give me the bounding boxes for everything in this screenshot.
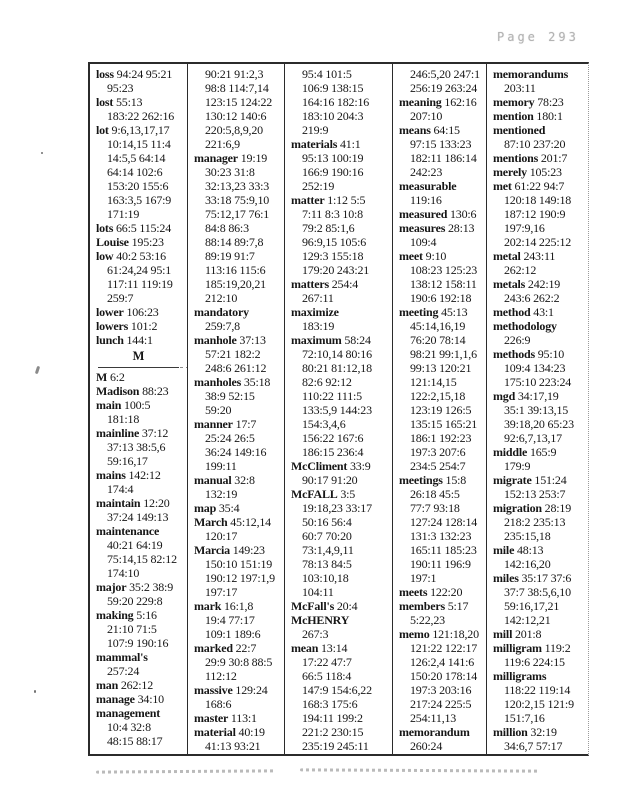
index-entry-continuation: 78:13 84:5 [302,557,352,571]
index-entry-continuation: 252:19 [302,179,335,193]
index-entry-continuation: 88:14 89:7,8 [205,235,264,249]
index-entry: measured 130:6 [399,207,477,221]
index-entry: Marcia 149:23 [194,543,265,557]
index-entry: migration 28:19 [493,501,572,515]
index-entry-continuation: 197:3 207:6 [410,445,466,459]
index-entry-continuation: 32:13,23 33:3 [205,179,270,193]
index-entry-continuation: 48:15 88:17 [107,734,163,748]
index-entry-continuation: 64:14 102:6 [107,165,163,179]
index-entry-continuation: 130:12 140:6 [205,109,267,123]
index-entry: method 43:1 [493,305,554,319]
index-entry: million 32:19 [493,725,557,739]
index-entry-continuation: 36:24 149:16 [205,445,267,459]
index-entry-continuation: 212:10 [205,291,238,305]
index-entry-continuation: 142:16,20 [504,557,551,571]
index-entry: mark 16:1,8 [194,599,254,613]
index-entry-continuation: 219:9 [302,123,329,137]
index-entry-continuation: 59:20 [205,403,232,417]
index-entry-continuation: 95:4 101:5 [302,67,352,81]
index-entry-continuation: 45:14,16,19 [410,319,466,333]
index-entry-continuation: 221:6,9 [205,137,240,151]
index-entry-continuation: 109:1 189:6 [205,627,261,641]
index-entry: material 40:19 [194,725,265,739]
index-entry-continuation: 103:10,18 [302,571,349,585]
index-entry-continuation: 14:5,5 64:14 [107,151,166,165]
index-entry: mammal's [96,650,148,664]
index-entry-continuation: 217:24 225:5 [410,697,472,711]
index-entry-continuation: 179:20 243:21 [302,263,370,277]
index-entry-continuation: 39:18,20 65:23 [504,417,574,431]
index-entry: merely 105:23 [493,165,562,179]
index-entry-continuation: 59:16,17,21 [504,599,560,613]
index-entry: meaning 162:16 [399,95,477,109]
index-entry-continuation: 19:18,23 33:17 [302,501,372,515]
index-entry: maximum 58:24 [291,333,371,347]
index-entry-continuation: 168:3 175:6 [302,697,358,711]
index-entry-continuation: 120:17 [205,529,238,543]
index-entry-continuation: 30:23 31:8 [205,165,255,179]
index-entry: maintenance [96,524,160,538]
index-entry-continuation: 61:24,24 95:1 [107,263,172,277]
index-entry-continuation: 182:11 186:14 [410,151,477,165]
index-entry-continuation: 246:5,20 247:1 [410,67,480,81]
index-entry-continuation: 127:24 128:14 [410,515,478,529]
index-entry-continuation: 254:11,13 [410,711,457,725]
index-entry: manhole 37:13 [194,333,266,347]
index-entry: mentions 201:7 [493,151,568,165]
index-entry-continuation: 121:22 122:17 [410,641,478,655]
index-entry: miles 35:17 37:6 [493,571,572,585]
index-column-5 [487,64,588,754]
index-entry-continuation: 113:16 115:6 [205,263,266,277]
index-entry: meet 9:10 [399,249,447,263]
index-entry-continuation: 197:3 203:16 [410,683,472,697]
index-entry-continuation: 163:3,5 167:9 [107,193,172,207]
index-entry-continuation: 95:13 100:19 [302,151,364,165]
index-column-3 [285,64,393,754]
index-entry-continuation: 89:19 91:7 [205,249,255,263]
index-entry: Louise 195:23 [96,235,164,249]
index-entry-continuation: 199:11 [205,459,237,473]
index-entry-continuation: 138:12 158:11 [410,277,477,291]
index-entry-continuation: 186:1 192:23 [410,431,472,445]
index-entry-continuation: 202:14 225:12 [504,235,572,249]
index-entry: master 113:1 [194,711,257,725]
index-entry: mainline 37:12 [96,426,169,440]
index-entry-continuation: 235:19 245:11 [302,739,369,753]
index-entry-continuation: 72:10,14 80:16 [302,347,372,361]
index-entry-continuation: 126:2,4 141:6 [410,655,475,669]
index-entry: manner 17:7 [194,417,257,431]
index-entry: man 262:12 [96,678,154,692]
index-entry-continuation: 183:22 262:16 [107,109,175,123]
index-entry-continuation: 19:4 77:17 [205,613,255,627]
index-entry-continuation: 218:2 235:13 [504,515,566,529]
index-entry-continuation: 35:1 39:13,15 [504,403,569,417]
index-entry: milligram 119:2 [493,641,571,655]
index-entry-continuation: 171:19 [107,207,140,221]
scan-speck [34,690,36,693]
index-entry-continuation: 29:9 30:8 88:5 [205,655,273,669]
index-entry-continuation: 165:11 185:23 [410,543,477,557]
index-entry: McCliment 33:9 [291,459,371,473]
index-entry-continuation: 267:3 [302,627,329,641]
letter-divider: M [98,347,179,368]
index-entry-continuation: 40:21 64:19 [107,538,163,552]
index-entry-continuation: 98:8 114:7,14 [205,81,269,95]
index-column-2 [188,64,285,754]
index-entry-continuation: 135:15 165:21 [410,417,478,431]
index-entry-continuation: 174:10 [107,566,140,580]
index-entry-continuation: 234:5 254:7 [410,459,466,473]
index-entry: middle 165:9 [493,445,557,459]
index-entry-continuation: 123:15 124:22 [205,95,273,109]
index-entry: massive 129:24 [194,683,268,697]
index-entry-continuation: 260:24 [410,739,443,753]
index-entry-continuation: 174:4 [107,482,134,496]
index-entry-continuation: 96:9,15 105:6 [302,235,367,249]
index-entry-continuation: 25:24 26:5 [205,431,255,445]
index-entry: methods 95:10 [493,347,565,361]
index-entry-continuation: 75:14,15 82:12 [107,552,177,566]
index-entry: mean 13:14 [291,641,348,655]
index-entry: making 5:16 [96,608,157,622]
scan-smudge [300,768,540,772]
index-entry-continuation: 197:9,16 [504,221,545,235]
index-entry: map 35:4 [194,501,240,515]
index-entry-continuation: 129:3 155:18 [302,249,364,263]
index-entry: lot 9:6,13,17,17 [96,123,170,137]
index-entry-continuation: 90:17 91:20 [302,473,358,487]
index-entry: memorandum [399,725,470,739]
index-entry-continuation: 119:6 224:15 [504,655,565,669]
index-entry: maintain 12:20 [96,496,170,510]
index-entry: mentioned [493,123,546,137]
index-entry-continuation: 118:22 119:14 [504,683,571,697]
index-entry-continuation: 194:11 199:2 [302,711,363,725]
index-entry: McHENRY [291,613,350,627]
index-entry: mile 48:13 [493,543,544,557]
index-entry-continuation: 59:16,17 [107,454,148,468]
index-entry-continuation: 226:9 [504,333,531,347]
index-entry-continuation: 106:9 138:15 [302,81,364,95]
index-entry-continuation: 164:16 182:16 [302,95,370,109]
index-entry-continuation: 7:11 8:3 10:8 [302,207,363,221]
index-entry: measures 28:13 [399,221,475,235]
index-entry: manual 32:8 [194,473,255,487]
index-entry: mandatory [194,305,249,319]
index-entry: McFall's 20:4 [291,599,358,613]
index-entry-continuation: 75:12,17 76:1 [205,207,270,221]
index-entry: means 64:15 [399,123,460,137]
index-entry-continuation: 82:6 92:12 [302,375,352,389]
page-number-header: Page 293 [497,30,579,44]
index-entry: measurable [399,179,457,193]
index-entry: met 61:22 94:7 [493,179,565,193]
index-entry-continuation: 150:20 178:14 [410,669,478,683]
index-entry-continuation: 21:10 71:5 [107,622,157,636]
index-entry-continuation: 121:14,15 [410,375,457,389]
index-entry-continuation: 33:18 75:9,10 [205,193,270,207]
index-entry: mains 142:12 [96,468,161,482]
index-entry: mill 201:8 [493,627,542,641]
index-entry-continuation: 5:22,23 [410,613,445,627]
index-entry-continuation: 80:21 81:12,18 [302,361,372,375]
index-entry-continuation: 122:2,15,18 [410,389,466,403]
index-entry: low 40:2 53:16 [96,249,166,263]
index-entry-continuation: 168:6 [205,697,232,711]
index-entry: members 5:17 [399,599,469,613]
index-entry: lost 55:13 [96,95,143,109]
index-entry: memorandums [493,67,569,81]
index-entry-continuation: 175:10 223:24 [504,375,572,389]
index-entry: metals 242:19 [493,277,561,291]
index-entry-continuation: 142:12,21 [504,613,551,627]
index-entry-continuation: 10:4 32:8 [107,720,151,734]
index-entry-continuation: 185:19,20,21 [205,277,266,291]
index-entry-continuation: 267:11 [302,291,334,305]
index-entry-continuation: 98:21 99:1,1,6 [410,347,477,361]
index-entry-continuation: 221:2 230:15 [302,725,364,739]
index-entry-continuation: 259:7,8 [205,319,240,333]
index-entry-continuation: 190:11 196:9 [410,557,471,571]
index-entry: lots 66:5 115:24 [96,221,172,235]
index-entry-continuation: 248:6 261:12 [205,361,267,375]
index-entry-continuation: 119:16 [410,193,442,207]
index-entry: manage 34:10 [96,692,164,706]
index-entry: management [96,706,160,720]
index-entry-continuation: 190:12 197:1,9 [205,571,275,585]
index-entry-continuation: 147:9 154:6,22 [302,683,372,697]
index-entry-continuation: 154:3,4,6 [302,417,346,431]
index-entry: M 6:2 [96,370,125,384]
index-entry-continuation: 197:1 [410,571,437,585]
index-entry: main 100:5 [96,398,151,412]
index-entry-continuation: 166:9 190:16 [302,165,364,179]
index-entry: maximize [291,305,339,319]
index-entry-continuation: 207:10 [410,109,443,123]
index-entry: memory 78:23 [493,95,564,109]
index-entry: lunch 144:1 [96,333,153,347]
index-entry-continuation: 109:4 [410,235,437,249]
index-entry-continuation: 34:6,7 57:17 [504,739,563,753]
index-entry-continuation: 190:6 192:18 [410,291,472,305]
index-entry-continuation: 183:10 204:3 [302,109,364,123]
index-entry-continuation: 220:5,8,9,20 [205,123,263,137]
index-entry: methodology [493,319,557,333]
index-entry-continuation: 152:13 253:7 [504,487,566,501]
index-entry-continuation: 17:22 47:7 [302,655,352,669]
index-entry: manager 19:19 [194,151,268,165]
index-entry-continuation: 179:9 [504,459,531,473]
index-entry: migrate 151:24 [493,473,567,487]
index-entry-continuation: 84:8 86:3 [205,221,249,235]
index-entry-continuation: 156:22 167:6 [302,431,364,445]
index-entry-continuation: 97:15 133:23 [410,137,472,151]
index-entry-continuation: 79:2 85:1,6 [302,221,355,235]
index-entry: loss 94:24 95:21 [96,67,173,81]
index-entry-continuation: 203:11 [504,81,536,95]
index-entry-continuation: 183:19 [302,319,335,333]
index-entry: lowers 101:2 [96,319,158,333]
index-entry-continuation: 123:19 126:5 [410,403,472,417]
index-entry-continuation: 107:9 190:16 [107,636,169,650]
index-entry: marked 22:7 [194,641,257,655]
index-entry: matter 1:12 5:5 [291,193,366,207]
index-entry-continuation: 181:18 [107,412,140,426]
index-entry-continuation: 90:21 91:2,3 [205,67,264,81]
index-entry-continuation: 197:17 [205,585,238,599]
index-entry-continuation: 109:4 134:23 [504,361,566,375]
index-entry-continuation: 108:23 125:23 [410,263,478,277]
index-entry-continuation: 60:7 70:20 [302,529,352,543]
index-entry-continuation: 257:24 [107,664,140,678]
index-entry-continuation: 131:3 132:23 [410,529,472,543]
index-entry-continuation: 10:14,15 11:4 [107,137,171,151]
index-entry-continuation: 50:16 56:4 [302,515,352,529]
index-entry-continuation: 153:20 155:6 [107,179,169,193]
index-entry: Madison 88:23 [96,384,169,398]
index-entry: manholes 35:18 [194,375,271,389]
index-entry: major 35:2 38:9 [96,580,173,594]
index-entry-continuation: 95:23 [107,81,134,95]
index-entry-continuation: 104:11 [302,585,334,599]
index-entry-continuation: 87:10 237:20 [504,137,566,151]
scan-smudge [96,769,276,773]
scan-speck [41,152,43,154]
index-entry: materials 41:1 [291,137,361,151]
index-entry: memo 121:18,20 [399,627,479,641]
index-entry-continuation: 262:12 [504,263,537,277]
index-entry-continuation: 38:9 52:15 [205,389,255,403]
word-index-table [88,62,589,756]
index-entry: March 45:12,14 [194,515,271,529]
index-entry-continuation: 243:6 262:2 [504,291,560,305]
index-column-1 [90,64,188,754]
index-column-4 [393,64,487,754]
index-entry-continuation: 76:20 78:14 [410,333,466,347]
index-entry-continuation: 132:19 [205,487,238,501]
index-entry: meets 122:20 [399,585,463,599]
index-entry-continuation: 150:10 151:19 [205,557,273,571]
index-entry-continuation: 117:11 119:19 [107,277,173,291]
index-entry-continuation: 99:13 120:21 [410,361,472,375]
index-entry-continuation: 110:22 111:5 [302,389,362,403]
index-entry-continuation: 77:7 93:18 [410,501,460,515]
index-entry: metal 243:11 [493,249,556,263]
index-entry: milligrams [493,669,547,683]
index-entry-continuation: 59:20 229:8 [107,594,163,608]
index-entry: matters 254:4 [291,277,359,291]
index-entry-continuation: 37:24 149:13 [107,510,169,524]
index-entry-continuation: 133:5,9 144:23 [302,403,372,417]
index-entry: meeting 45:13 [399,305,468,319]
index-entry-continuation: 112:12 [205,669,237,683]
index-entry-continuation: 259:7 [107,291,134,305]
index-entry: lower 106:23 [96,305,159,319]
index-entry: meetings 15:8 [399,473,467,487]
index-entry-continuation: 73:1,4,9,11 [302,543,354,557]
index-entry: mention 180:1 [493,109,563,123]
index-entry: McFALL 3:5 [291,487,356,501]
index-entry-continuation: 41:13 93:21 [205,739,261,753]
index-entry-continuation: 256:19 263:24 [410,81,478,95]
index-entry-continuation: 66:5 118:4 [302,669,352,683]
scan-speck [35,366,40,375]
index-entry-continuation: 37:7 38:5,6,10 [504,585,571,599]
index-entry-continuation: 242:23 [410,165,443,179]
index-entry-continuation: 187:12 190:9 [504,207,566,221]
index-entry-continuation: 120:2,15 121:9 [504,697,574,711]
index-entry-continuation: 57:21 182:2 [205,347,261,361]
index-entry-continuation: 120:18 149:18 [504,193,572,207]
index-entry-continuation: 92:6,7,13,17 [504,431,562,445]
index-entry-continuation: 235:15,18 [504,529,551,543]
index-entry: mgd 34:17,19 [493,389,559,403]
index-entry-continuation: 37:13 38:5,6 [107,440,166,454]
index-entry-continuation: 186:15 236:4 [302,445,364,459]
index-entry-continuation: 26:18 45:5 [410,487,460,501]
index-entry-continuation: 151:7,16 [504,711,545,725]
